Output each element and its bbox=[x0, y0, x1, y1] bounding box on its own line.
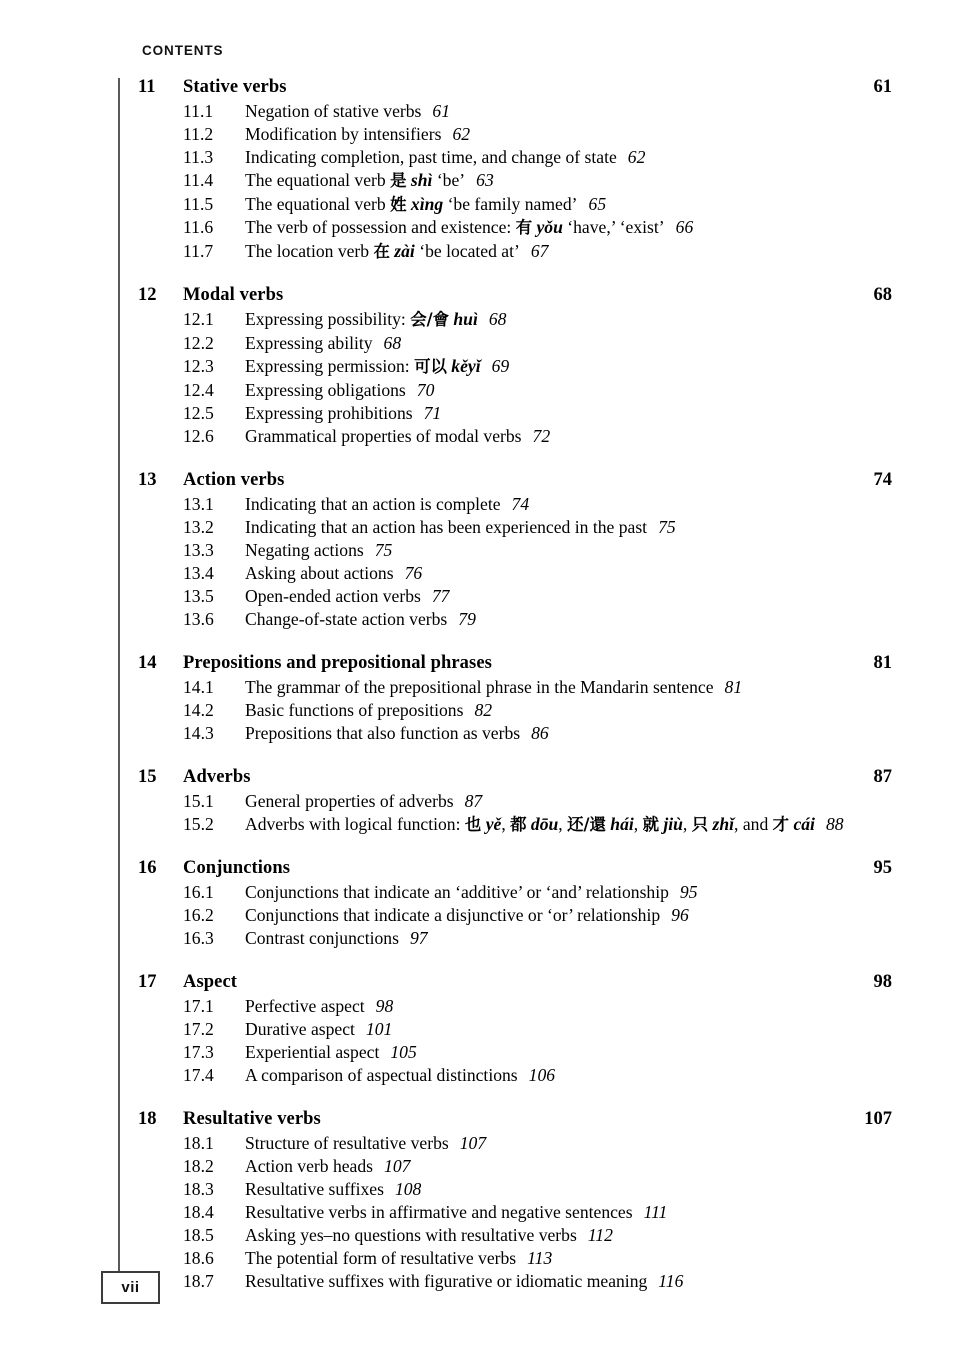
section-number: 13.6 bbox=[183, 608, 214, 629]
section-number: 11.6 bbox=[183, 217, 214, 238]
toc-section-row[interactable] bbox=[0, 585, 960, 608]
section-page-number: 105 bbox=[390, 1042, 417, 1063]
section-page-number: 74 bbox=[511, 493, 530, 514]
section-number: 13.1 bbox=[183, 493, 214, 514]
section-page-number: 75 bbox=[658, 516, 676, 537]
section-title: Prepositions that also function as verbs bbox=[245, 722, 521, 743]
toc-section-row[interactable] bbox=[0, 379, 960, 402]
section-number: 13.5 bbox=[183, 585, 214, 606]
section-title: Indicating completion, past time, and change of state bbox=[245, 147, 617, 167]
section-title: Asking yes–no questions with resultative verbs bbox=[245, 1225, 577, 1246]
toc-section-row[interactable] bbox=[0, 1064, 960, 1087]
section-title: Indicating that an action is complete bbox=[245, 493, 501, 514]
section-page-number: 66 bbox=[675, 217, 694, 238]
section-title: The location verb 在 zài ‘be located at’ bbox=[245, 240, 520, 261]
chapter-page-number: 61 bbox=[873, 77, 892, 97]
section-number: 11.1 bbox=[183, 101, 214, 121]
toc-chapter bbox=[0, 970, 960, 1087]
section-page-number: 76 bbox=[404, 562, 423, 583]
section-number: 12.3 bbox=[183, 355, 214, 376]
section-number: 12.2 bbox=[183, 332, 214, 353]
chapter-heading[interactable] bbox=[0, 1107, 960, 1131]
section-page-number: 62 bbox=[452, 124, 471, 144]
toc-chapter bbox=[0, 75, 960, 263]
toc-section-row[interactable] bbox=[0, 193, 960, 217]
section-number: 16.2 bbox=[183, 905, 214, 926]
toc-section-row[interactable] bbox=[0, 402, 960, 425]
section-number: 11.3 bbox=[183, 147, 214, 167]
section-title: Durative aspect bbox=[245, 1019, 355, 1040]
chapter-number: 14 bbox=[138, 652, 157, 673]
toc-section-row[interactable] bbox=[0, 1247, 960, 1270]
section-number: 14.1 bbox=[183, 676, 214, 697]
section-number: 17.3 bbox=[183, 1042, 214, 1063]
toc-section-row[interactable] bbox=[0, 927, 960, 950]
section-title: Conjunctions that indicate a disjunctive or ‘or’ relationship bbox=[245, 905, 661, 926]
section-title: Resultative suffixes bbox=[245, 1179, 384, 1200]
section-title: Open-ended action verbs bbox=[245, 585, 421, 606]
section-page-number: 69 bbox=[491, 355, 510, 376]
chapter-heading[interactable] bbox=[0, 856, 960, 880]
toc-section-row[interactable] bbox=[0, 355, 960, 379]
section-page-number: 79 bbox=[458, 608, 476, 629]
section-number: 18.2 bbox=[183, 1156, 214, 1177]
toc-section-row[interactable] bbox=[0, 722, 960, 745]
toc-chapter bbox=[0, 468, 960, 631]
section-page-number: 77 bbox=[431, 585, 450, 606]
table-of-contents bbox=[0, 75, 960, 1293]
section-number: 14.2 bbox=[183, 699, 214, 720]
toc-section-row[interactable] bbox=[0, 100, 960, 123]
section-number: 18.1 bbox=[183, 1133, 214, 1154]
section-number: 11.7 bbox=[183, 240, 214, 261]
section-page-number: 86 bbox=[531, 722, 549, 743]
section-title: Negation of stative verbs bbox=[245, 101, 422, 121]
section-title: Expressing permission: 可以 kěyǐ bbox=[245, 355, 481, 376]
chapter-title: Prepositions and prepositional phrases bbox=[183, 652, 492, 673]
toc-section-row[interactable] bbox=[0, 790, 960, 813]
section-title: Negating actions bbox=[245, 539, 364, 560]
chapter-title: Aspect bbox=[183, 972, 238, 993]
chapter-number: 16 bbox=[138, 858, 157, 879]
section-title: Asking about actions bbox=[245, 562, 394, 583]
section-page-number: 71 bbox=[423, 402, 442, 423]
section-title: Basic functions of prepositions bbox=[245, 699, 464, 720]
section-title: The potential form of resultative verbs bbox=[245, 1248, 517, 1269]
section-title: Change-of-state action verbs bbox=[245, 608, 448, 629]
section-page-number: 95 bbox=[679, 882, 698, 903]
toc-section-row[interactable] bbox=[0, 425, 960, 448]
section-title: Grammatical properties of modal verbs bbox=[245, 425, 522, 446]
chapter-heading[interactable] bbox=[0, 970, 960, 994]
toc-section-row[interactable] bbox=[0, 216, 960, 240]
toc-section-row[interactable] bbox=[0, 699, 960, 722]
section-page-number: 88 bbox=[825, 813, 844, 834]
toc-section-row[interactable] bbox=[0, 1201, 960, 1224]
section-number: 15.1 bbox=[183, 790, 214, 811]
section-number: 12.4 bbox=[183, 379, 214, 400]
toc-section-row[interactable] bbox=[0, 516, 960, 539]
chapter-title: Conjunctions bbox=[183, 858, 291, 879]
section-page-number: 112 bbox=[587, 1225, 613, 1246]
section-page-number: 63 bbox=[476, 170, 494, 190]
section-page-number: 70 bbox=[416, 379, 435, 400]
toc-section-row[interactable] bbox=[0, 169, 960, 193]
section-page-number: 68 bbox=[383, 332, 402, 353]
chapter-heading[interactable] bbox=[0, 75, 960, 99]
toc-section-row[interactable] bbox=[0, 1132, 960, 1155]
section-number: 13.3 bbox=[183, 539, 214, 560]
section-page-number: 96 bbox=[671, 905, 689, 926]
section-number: 18.4 bbox=[183, 1202, 214, 1223]
toc-section-row[interactable] bbox=[0, 539, 960, 562]
section-number: 12.1 bbox=[183, 309, 214, 330]
chapter-page-number: 74 bbox=[873, 469, 892, 490]
toc-section-row[interactable] bbox=[0, 608, 960, 631]
section-page-number: 61 bbox=[432, 101, 450, 121]
page-folio-box bbox=[101, 1271, 160, 1304]
chapter-page-number: 87 bbox=[873, 766, 892, 787]
chapter-number: 18 bbox=[138, 1109, 157, 1130]
section-title: The equational verb 姓 xìng ‘be family named’ bbox=[245, 193, 578, 214]
toc-chapter bbox=[0, 651, 960, 745]
section-title: The verb of possession and existence: 有 yǒu ‘have,’ ‘exist’ bbox=[245, 217, 665, 238]
section-title: Action verb heads bbox=[245, 1156, 374, 1177]
section-page-number: 107 bbox=[384, 1156, 411, 1177]
toc-section-row[interactable] bbox=[0, 813, 960, 837]
section-number: 11.2 bbox=[183, 124, 214, 144]
toc-section-row[interactable] bbox=[0, 1224, 960, 1247]
chapter-heading[interactable] bbox=[0, 765, 960, 789]
section-title: The equational verb 是 shì ‘be’ bbox=[245, 170, 466, 190]
section-page-number: 113 bbox=[527, 1248, 553, 1269]
section-page-number: 97 bbox=[409, 928, 428, 949]
section-number: 18.6 bbox=[183, 1248, 214, 1269]
toc-section-row[interactable] bbox=[0, 1018, 960, 1041]
section-title: Conjunctions that indicate an ‘additive’ or ‘and’ relationship bbox=[245, 882, 669, 903]
section-number: 14.3 bbox=[183, 722, 214, 743]
section-number: 18.5 bbox=[183, 1225, 214, 1246]
section-page-number: 62 bbox=[627, 147, 646, 167]
running-head: CONTENTS bbox=[142, 43, 224, 58]
toc-section-row[interactable] bbox=[0, 1178, 960, 1201]
chapter-page-number: 81 bbox=[873, 652, 892, 673]
section-title: Structure of resultative verbs bbox=[245, 1133, 449, 1154]
toc-chapter bbox=[0, 856, 960, 950]
toc-section-row[interactable] bbox=[0, 562, 960, 585]
section-title: Expressing ability bbox=[245, 332, 373, 353]
toc-chapter bbox=[0, 1107, 960, 1293]
toc-section-row[interactable] bbox=[0, 332, 960, 355]
section-number: 18.7 bbox=[183, 1271, 214, 1292]
section-title: General properties of adverbs bbox=[245, 790, 454, 811]
section-page-number: 108 bbox=[394, 1179, 422, 1200]
toc-section-row[interactable] bbox=[0, 676, 960, 699]
chapter-page-number: 98 bbox=[873, 972, 892, 993]
chapter-title: Action verbs bbox=[183, 469, 285, 490]
section-page-number: 98 bbox=[375, 996, 394, 1017]
folio-number: vii bbox=[121, 1279, 140, 1296]
section-title: Contrast conjunctions bbox=[245, 928, 399, 949]
toc-section-row[interactable] bbox=[0, 995, 960, 1018]
chapter-title: Adverbs bbox=[183, 766, 251, 787]
section-page-number: 87 bbox=[464, 790, 483, 811]
section-number: 11.4 bbox=[183, 170, 214, 190]
section-title: Resultative verbs in affirmative and negative sentences bbox=[245, 1202, 633, 1223]
section-title: A comparison of aspectual distinctions bbox=[245, 1065, 518, 1086]
chapter-number: 17 bbox=[138, 972, 157, 993]
section-number: 11.5 bbox=[183, 193, 214, 214]
section-title: Expressing prohibitions bbox=[245, 402, 413, 423]
toc-section-row[interactable] bbox=[0, 146, 960, 169]
chapter-page-number: 95 bbox=[873, 858, 892, 879]
section-number: 13.2 bbox=[183, 516, 214, 537]
section-title: Expressing obligations bbox=[245, 379, 406, 400]
section-page-number: 82 bbox=[474, 699, 493, 720]
chapter-number: 15 bbox=[138, 766, 157, 787]
section-title: Modification by intensifiers bbox=[245, 124, 442, 144]
section-page-number: 116 bbox=[658, 1271, 684, 1292]
section-title: Resultative suffixes with figurative or idiomatic meaning bbox=[245, 1271, 648, 1292]
toc-section-row[interactable] bbox=[0, 1155, 960, 1178]
section-number: 17.1 bbox=[183, 996, 214, 1017]
section-page-number: 106 bbox=[528, 1065, 556, 1086]
section-page-number: 75 bbox=[374, 539, 393, 560]
toc-chapter bbox=[0, 765, 960, 837]
section-number: 16.1 bbox=[183, 882, 214, 903]
section-title: The grammar of the prepositional phrase in the Mandarin sentence bbox=[245, 676, 714, 697]
section-page-number: 111 bbox=[643, 1202, 668, 1223]
section-number: 13.4 bbox=[183, 562, 214, 583]
section-title: Adverbs with logical function: 也 yě, 都 dōu, 还/還 hái, 就 jiù, 只 zhǐ, and 才 cái bbox=[245, 813, 815, 834]
chapter-page-number: 68 bbox=[873, 285, 892, 306]
chapter-heading[interactable] bbox=[0, 468, 960, 492]
section-number: 12.6 bbox=[183, 425, 214, 446]
section-title: Indicating that an action has been experienced in the past bbox=[245, 516, 648, 537]
section-page-number: 107 bbox=[459, 1133, 487, 1154]
toc-chapter bbox=[0, 283, 960, 447]
chapter-title: Modal verbs bbox=[183, 285, 284, 306]
chapter-page-number: 107 bbox=[864, 1109, 892, 1130]
chapter-number: 12 bbox=[138, 285, 157, 306]
toc-section-row[interactable] bbox=[0, 240, 960, 264]
chapter-heading[interactable] bbox=[0, 651, 960, 675]
section-page-number: 65 bbox=[588, 193, 607, 214]
toc-section-row[interactable] bbox=[0, 904, 960, 927]
section-page-number: 67 bbox=[530, 240, 549, 261]
toc-section-row[interactable] bbox=[0, 1041, 960, 1064]
section-page-number: 68 bbox=[488, 309, 507, 330]
section-number: 17.2 bbox=[183, 1019, 214, 1040]
section-number: 17.4 bbox=[183, 1065, 214, 1086]
chapter-heading[interactable] bbox=[0, 283, 960, 307]
section-number: 12.5 bbox=[183, 402, 214, 423]
toc-section-row[interactable] bbox=[0, 493, 960, 516]
section-number: 18.3 bbox=[183, 1179, 214, 1200]
toc-section-row[interactable] bbox=[0, 308, 960, 332]
chapter-number: 13 bbox=[138, 469, 157, 490]
toc-section-row[interactable] bbox=[0, 123, 960, 146]
section-title: Expressing possibility: 会/會 huì bbox=[245, 309, 478, 330]
section-page-number: 81 bbox=[724, 676, 743, 697]
section-title: Experiential aspect bbox=[245, 1042, 380, 1063]
section-number: 15.2 bbox=[183, 813, 214, 834]
chapter-title: Resultative verbs bbox=[183, 1109, 321, 1130]
section-number: 16.3 bbox=[183, 928, 214, 949]
section-title: Perfective aspect bbox=[245, 996, 365, 1017]
toc-section-row[interactable] bbox=[0, 881, 960, 904]
chapter-title: Stative verbs bbox=[183, 77, 287, 97]
section-page-number: 101 bbox=[365, 1019, 393, 1040]
chapter-number: 11 bbox=[138, 77, 156, 97]
section-page-number: 72 bbox=[532, 425, 551, 446]
